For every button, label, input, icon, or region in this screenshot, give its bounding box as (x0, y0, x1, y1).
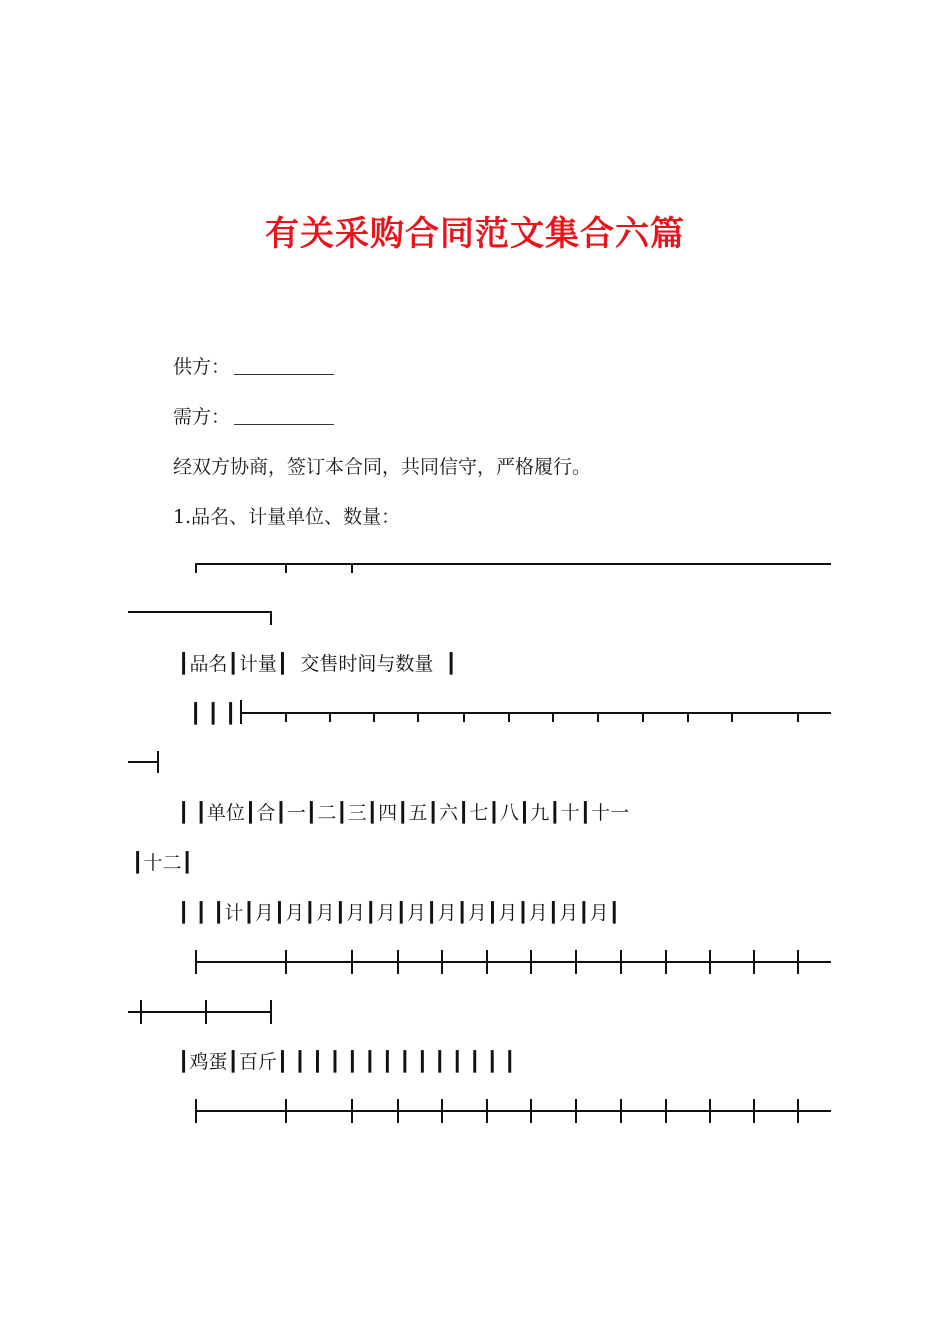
document-title: 有关采购合同范文集合六篇 (265, 214, 685, 254)
buyer-line (173, 405, 334, 429)
table-eggs-row: ┃鸡蛋┃百斤┃ ┃ ┃ ┃ ┃ ┃ ┃ ┃ ┃ ┃ ┃ ┃ ┃ ┃ (178, 1051, 516, 1073)
table-pipes-row: ┃ ┃ ┃ (190, 703, 237, 725)
buyer-label: 需方： (173, 406, 231, 428)
section-heading: 1.品名、计量单位、数量： (173, 506, 401, 528)
table-header-row: ┃品名┃计量┃ 交售时间与数量 ┃ (178, 653, 457, 675)
supplier-blank (234, 356, 334, 375)
table-units-row: ┃ ┃单位┃合┃一┃二┃三┃四┃五┃六┃七┃八┃九┃十┃十一 (178, 802, 630, 824)
intro-paragraph: 经双方协商，签订本合同，共同信守，严格履行。 (173, 456, 592, 478)
supplier-line (173, 355, 334, 379)
buyer-blank (234, 406, 334, 425)
table-months-row: ┃ ┃ ┃计┃月┃月┃月┃月┃月┃月┃月┃月┃月┃月┃月┃月┃ (178, 902, 621, 924)
supplier-label: 供方： (173, 356, 231, 378)
table-units-row-wrap: ┃十二┃ (132, 852, 193, 874)
